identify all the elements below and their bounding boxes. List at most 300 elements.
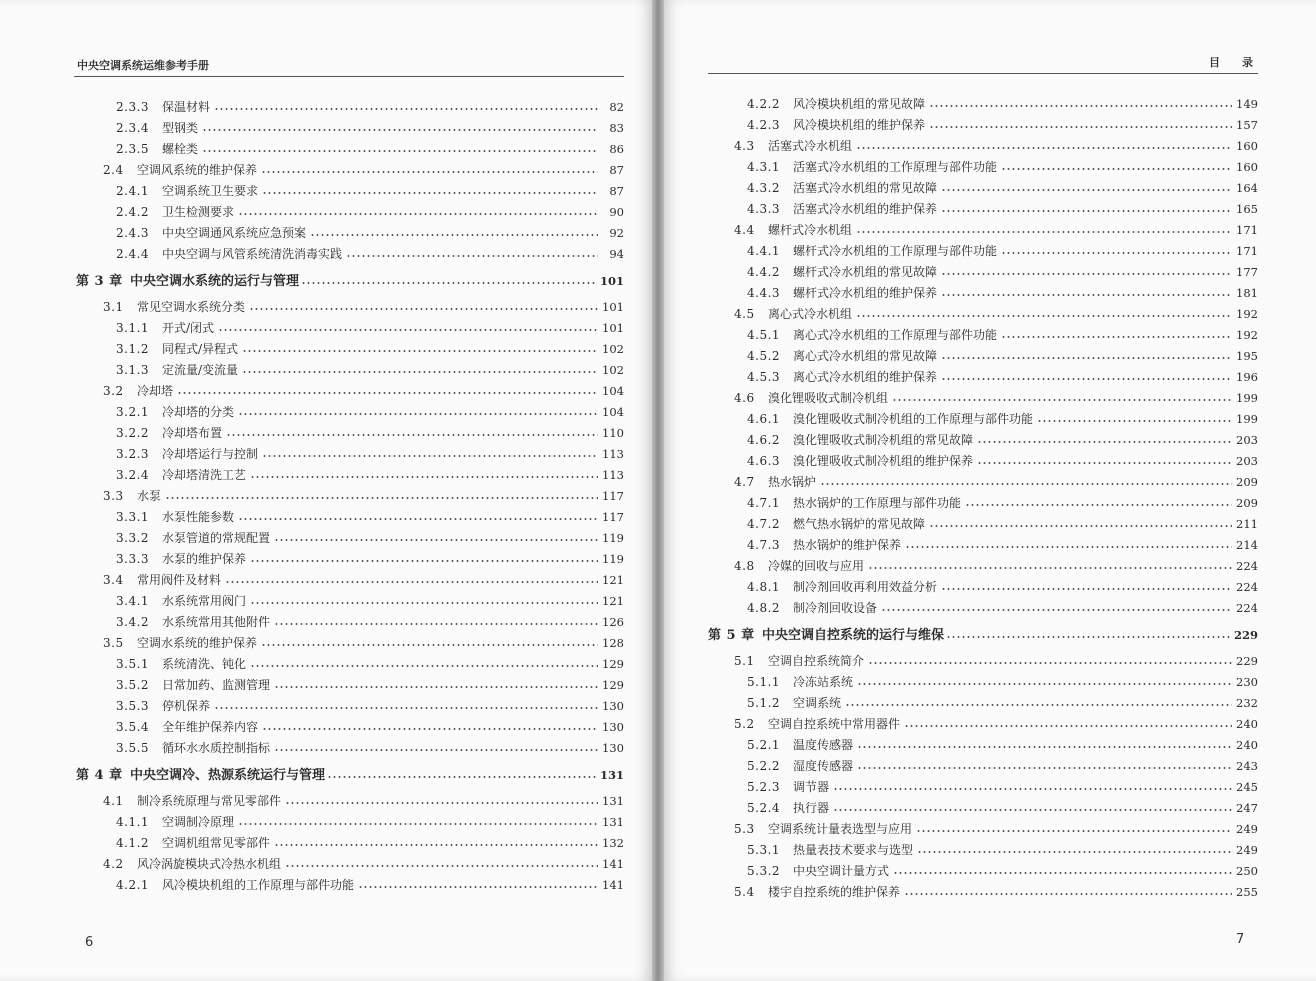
toc-entry-title: 中央空调与风管系统清洗消毒实践 bbox=[162, 247, 343, 261]
dot-leader bbox=[856, 315, 1232, 317]
toc-entry-title: 溴化锂吸收式制冷机组的常见故障 bbox=[793, 433, 974, 447]
toc-entry bbox=[734, 306, 1258, 322]
toc-entry-number: 5.2.4 bbox=[747, 801, 781, 815]
toc-entry-title: 活塞式冷水机组的常见故障 bbox=[793, 181, 938, 195]
toc-entry-page: 130 bbox=[602, 699, 624, 713]
dot-leader bbox=[274, 686, 598, 688]
toc-entry-number: 2.4.3 bbox=[116, 226, 150, 240]
dot-leader bbox=[857, 767, 1232, 769]
toc-entry-title: 热水锅炉的工作原理与部件功能 bbox=[793, 496, 962, 510]
toc-entry-number: 2.4.2 bbox=[116, 205, 150, 219]
toc-entry bbox=[747, 537, 1258, 553]
toc-entry-page: 195 bbox=[1236, 349, 1258, 363]
toc-entry-page: 90 bbox=[609, 205, 624, 219]
toc-entry-number: 3.1.2 bbox=[116, 342, 150, 356]
toc-entry-page: 249 bbox=[1236, 843, 1258, 857]
toc-entry-number: 2.3.5 bbox=[116, 142, 150, 156]
toc-entry-number: 第 5 章 bbox=[708, 628, 755, 643]
toc-entry-number: 4.6.1 bbox=[747, 412, 781, 426]
toc-entry-number: 4.7.3 bbox=[747, 538, 781, 552]
toc-entry-number: 3.2.4 bbox=[116, 468, 150, 482]
toc-entry-number: 3.2 bbox=[103, 384, 124, 398]
dot-leader bbox=[833, 788, 1232, 790]
toc-entry-title: 风冷模块机组的工作原理与部件功能 bbox=[162, 878, 355, 892]
toc-entry-title: 冷却塔 bbox=[137, 384, 174, 398]
toc-entry-page: 177 bbox=[1236, 265, 1258, 279]
dot-leader bbox=[301, 282, 596, 284]
toc-entry-page: 101 bbox=[602, 321, 624, 335]
toc-entry-title: 空调系统计量表选型与应用 bbox=[768, 822, 913, 836]
toc-entry bbox=[747, 369, 1258, 385]
toc-entry-page: 157 bbox=[1236, 118, 1258, 132]
toc-entry bbox=[747, 432, 1258, 448]
toc-entry-title: 水泵管道的常规配置 bbox=[162, 531, 271, 545]
dot-leader bbox=[856, 147, 1232, 149]
toc-entry-page: 131 bbox=[602, 815, 624, 829]
dot-leader bbox=[274, 749, 598, 751]
toc-entry-title: 螺杆式冷水机组 bbox=[768, 223, 853, 237]
dot-leader bbox=[274, 539, 598, 541]
toc-entry-number: 4.2 bbox=[103, 857, 124, 871]
dot-leader bbox=[261, 644, 598, 646]
toc-entry bbox=[747, 327, 1258, 343]
dot-leader bbox=[250, 560, 598, 562]
toc-entry-number: 4.3.1 bbox=[747, 160, 781, 174]
toc-entry-number: 4.6.3 bbox=[747, 454, 781, 468]
toc-entry bbox=[747, 411, 1258, 427]
toc-entry-page: 101 bbox=[599, 274, 624, 288]
toc-entry-number: 2.4.4 bbox=[116, 247, 150, 261]
toc-entry-page: 121 bbox=[602, 573, 624, 587]
toc-entry-title: 中央空调冷、热源系统运行与管理 bbox=[130, 768, 326, 783]
toc-entry-number: 5.1.1 bbox=[747, 675, 781, 689]
toc-entry-number: 3.2.3 bbox=[116, 447, 150, 461]
toc-entry bbox=[116, 341, 624, 357]
dot-leader bbox=[941, 378, 1232, 380]
toc-entry-page: 224 bbox=[1236, 559, 1258, 573]
toc-entry bbox=[116, 183, 624, 199]
toc-entry-page: 129 bbox=[602, 678, 624, 692]
toc-entry-page: 141 bbox=[602, 857, 624, 871]
toc-entry-number: 2.4 bbox=[103, 163, 124, 177]
toc-entry-number: 4.6.2 bbox=[747, 433, 781, 447]
toc-entry-page: 87 bbox=[609, 184, 624, 198]
toc-entry-number: 4.7 bbox=[734, 475, 755, 489]
dot-leader bbox=[249, 308, 598, 310]
toc-entry-page: 119 bbox=[602, 552, 624, 566]
toc-entry bbox=[734, 474, 1258, 490]
toc-entry-page: 94 bbox=[609, 247, 624, 261]
toc-chapter-entry bbox=[76, 767, 624, 783]
toc-entry-title: 离心式冷水机组的工作原理与部件功能 bbox=[793, 328, 998, 342]
toc-entry-number: 4.5.2 bbox=[747, 349, 781, 363]
toc-entry-title: 执行器 bbox=[793, 801, 830, 815]
toc-entry-page: 131 bbox=[602, 794, 624, 808]
toc-entry bbox=[747, 758, 1258, 774]
toc-entry-page: 229 bbox=[1233, 628, 1258, 642]
dot-leader bbox=[1001, 252, 1232, 254]
toc-entry-title: 温度传感器 bbox=[793, 738, 854, 752]
toc-entry-title: 制冷剂回收再利用效益分析 bbox=[793, 580, 938, 594]
toc-entry-page: 104 bbox=[602, 384, 624, 398]
toc-entry-title: 系统清洗、钝化 bbox=[162, 657, 247, 671]
toc-entry-title: 螺栓类 bbox=[162, 142, 199, 156]
dot-leader bbox=[820, 483, 1232, 485]
toc-entry-page: 130 bbox=[602, 720, 624, 734]
toc-entry-number: 4.8.2 bbox=[747, 601, 781, 615]
toc-entry-number: 3.4.2 bbox=[116, 615, 150, 629]
dot-leader bbox=[857, 746, 1232, 748]
toc-entry bbox=[747, 264, 1258, 280]
toc-entry bbox=[116, 698, 624, 714]
dot-leader bbox=[892, 399, 1232, 401]
toc-entry-number: 3.5 bbox=[103, 636, 124, 650]
toc-entry bbox=[747, 159, 1258, 175]
toc-entry-title: 水系统常用阀门 bbox=[162, 594, 247, 608]
dot-leader bbox=[177, 392, 598, 394]
toc-entry-page: 83 bbox=[609, 121, 624, 135]
dot-leader bbox=[250, 602, 598, 604]
toc-entry-title: 水泵 bbox=[137, 489, 162, 503]
toc-entry-title: 活塞式冷水机组 bbox=[768, 139, 853, 153]
toc-entry-number: 3.3 bbox=[103, 489, 124, 503]
dot-leader bbox=[904, 725, 1232, 727]
toc-entry-page: 101 bbox=[602, 300, 624, 314]
toc-entry-title: 热量表技术要求与选型 bbox=[793, 843, 914, 857]
toc-entry-page: 165 bbox=[1236, 202, 1258, 216]
page-number: 7 bbox=[1236, 932, 1245, 947]
toc-entry-title: 空调自控系统中常用器件 bbox=[768, 717, 901, 731]
toc-entry-number: 3.1 bbox=[103, 300, 124, 314]
toc-entry-number: 3.1.3 bbox=[116, 363, 150, 377]
toc-entry-title: 空调系统 bbox=[793, 696, 842, 710]
toc-entry bbox=[747, 348, 1258, 364]
toc-entry-title: 中央空调通风系统应急预案 bbox=[162, 226, 307, 240]
toc-entry-number: 3.5.4 bbox=[116, 720, 150, 734]
toc-entry-page: 196 bbox=[1236, 370, 1258, 384]
toc-entry-page: 117 bbox=[602, 489, 624, 503]
toc-entry bbox=[116, 677, 624, 693]
toc-entry-title: 制冷系统原理与常见零部件 bbox=[137, 794, 282, 808]
toc-entry-page: 87 bbox=[609, 163, 624, 177]
toc-entry-number: 5.2.3 bbox=[747, 780, 781, 794]
toc-entry-title: 停机保养 bbox=[162, 699, 211, 713]
toc-entry-page: 209 bbox=[1236, 496, 1258, 510]
toc-entry-number: 3.3.1 bbox=[116, 510, 150, 524]
dot-leader bbox=[346, 255, 598, 257]
toc-entry bbox=[747, 800, 1258, 816]
toc-entry-number: 4.4.1 bbox=[747, 244, 781, 258]
dot-leader bbox=[238, 823, 598, 825]
toc-entry-page: 149 bbox=[1236, 97, 1258, 111]
dot-leader bbox=[242, 350, 598, 352]
toc-entry-title: 中央空调水系统的运行与管理 bbox=[130, 274, 300, 289]
toc-entry bbox=[116, 320, 624, 336]
toc-entry-title: 常用阀件及材料 bbox=[137, 573, 222, 587]
toc-entry bbox=[103, 793, 624, 809]
toc-entry-title: 活塞式冷水机组的维护保养 bbox=[793, 202, 938, 216]
dot-leader bbox=[917, 851, 1232, 853]
toc-entry bbox=[116, 509, 624, 525]
toc-entry bbox=[747, 737, 1258, 753]
toc-entry bbox=[747, 180, 1258, 196]
dot-leader bbox=[905, 546, 1232, 548]
dot-leader bbox=[250, 476, 598, 478]
toc-entry-title: 空调风系统的维护保养 bbox=[137, 163, 258, 177]
toc-entry-title: 空调系统卫生要求 bbox=[162, 184, 259, 198]
toc-entry-title: 水泵性能参数 bbox=[162, 510, 235, 524]
toc-entry-page: 240 bbox=[1236, 738, 1258, 752]
toc-entry bbox=[747, 579, 1258, 595]
toc-entry-number: 3.3.2 bbox=[116, 531, 150, 545]
toc-entry-number: 3.3.3 bbox=[116, 552, 150, 566]
dot-leader bbox=[238, 213, 598, 215]
toc-entry-number: 4.5.1 bbox=[747, 328, 781, 342]
toc-entry-page: 224 bbox=[1236, 601, 1258, 615]
toc-entry-page: 130 bbox=[602, 741, 624, 755]
toc-entry-page: 229 bbox=[1236, 654, 1258, 668]
toc-entry-number: 4.4.3 bbox=[747, 286, 781, 300]
book-gutter bbox=[652, 0, 664, 981]
toc-entry-page: 164 bbox=[1236, 181, 1258, 195]
toc-entry-title: 水泵的维护保养 bbox=[162, 552, 247, 566]
dot-leader bbox=[929, 105, 1232, 107]
dot-leader bbox=[881, 609, 1232, 611]
header-rule bbox=[708, 73, 1258, 74]
toc-entry bbox=[103, 383, 624, 399]
toc-entry-page: 224 bbox=[1236, 580, 1258, 594]
toc-entry bbox=[747, 96, 1258, 112]
dot-leader bbox=[941, 189, 1232, 191]
toc-entry-title: 热水锅炉的维护保养 bbox=[793, 538, 902, 552]
toc-entry-page: 171 bbox=[1236, 223, 1258, 237]
toc-entry-page: 199 bbox=[1236, 391, 1258, 405]
dot-leader bbox=[238, 518, 598, 520]
toc-entry bbox=[103, 856, 624, 872]
toc-entry bbox=[116, 446, 624, 462]
toc-entry-number: 5.3.1 bbox=[747, 843, 781, 857]
toc-entry-title: 热水锅炉 bbox=[768, 475, 817, 489]
toc-entry-number: 3.5.5 bbox=[116, 741, 150, 755]
toc-entry bbox=[747, 285, 1258, 301]
dot-leader bbox=[946, 636, 1230, 638]
dot-leader bbox=[868, 662, 1232, 664]
toc-entry-title: 循环水水质控制指标 bbox=[162, 741, 271, 755]
toc-entry-number: 4.1 bbox=[103, 794, 124, 808]
dot-leader bbox=[1001, 168, 1232, 170]
toc-entry bbox=[116, 99, 624, 115]
dot-leader bbox=[1001, 336, 1232, 338]
dot-leader bbox=[833, 809, 1232, 811]
right-page bbox=[664, 0, 1316, 981]
toc-entry-page: 192 bbox=[1236, 328, 1258, 342]
dot-leader bbox=[868, 567, 1232, 569]
toc-entry-title: 冷冻站系统 bbox=[793, 675, 854, 689]
toc-entry-number: 4.7.2 bbox=[747, 517, 781, 531]
toc-entry-page: 113 bbox=[602, 447, 624, 461]
toc-entry-page: 209 bbox=[1236, 475, 1258, 489]
header-rule bbox=[74, 76, 624, 77]
toc-entry bbox=[747, 863, 1258, 879]
toc-entry-number: 4.5.3 bbox=[747, 370, 781, 384]
toc-entry-number: 5.1 bbox=[734, 654, 755, 668]
toc-entry bbox=[747, 243, 1258, 259]
toc-entry-title: 溴化锂吸收式制冷机组的工作原理与部件功能 bbox=[793, 412, 1034, 426]
toc-entry-title: 保温材料 bbox=[162, 100, 211, 114]
toc-entry-number: 3.4.1 bbox=[116, 594, 150, 608]
toc-entry-number: 5.3 bbox=[734, 822, 755, 836]
toc-entry-title: 螺杆式冷水机组的维护保养 bbox=[793, 286, 938, 300]
toc-entry bbox=[734, 884, 1258, 900]
dot-leader bbox=[262, 192, 598, 194]
toc-entry-page: 131 bbox=[599, 768, 624, 782]
toc-chapter-entry bbox=[76, 273, 624, 289]
dot-leader bbox=[261, 171, 598, 173]
toc-entry-title: 螺杆式冷水机组的工作原理与部件功能 bbox=[793, 244, 998, 258]
dot-leader bbox=[262, 455, 598, 457]
toc-entry bbox=[116, 551, 624, 567]
toc-entry-title: 风冷模块机组的维护保养 bbox=[793, 118, 926, 132]
toc-entry bbox=[116, 740, 624, 756]
toc-entry-page: 119 bbox=[602, 531, 624, 545]
dot-leader bbox=[226, 434, 598, 436]
toc-entry-number: 2.3.4 bbox=[116, 121, 150, 135]
toc-entry-number: 5.2 bbox=[734, 717, 755, 731]
toc-entry-title: 活塞式冷水机组的工作原理与部件功能 bbox=[793, 160, 998, 174]
toc-entry bbox=[116, 120, 624, 136]
toc-entry-title: 溴化锂吸收式制冷机组的维护保养 bbox=[793, 454, 974, 468]
toc-entry bbox=[734, 138, 1258, 154]
toc-entry bbox=[747, 453, 1258, 469]
toc-entry-number: 4.5 bbox=[734, 307, 755, 321]
dot-leader bbox=[250, 665, 598, 667]
toc-entry-page: 141 bbox=[602, 878, 624, 892]
toc-entry-number: 5.4 bbox=[734, 885, 755, 899]
dot-leader bbox=[218, 329, 598, 331]
dot-leader bbox=[941, 210, 1232, 212]
toc-entry bbox=[734, 821, 1258, 837]
toc-entry-page: 102 bbox=[602, 363, 624, 377]
toc-entry-title: 离心式冷水机组的常见故障 bbox=[793, 349, 938, 363]
toc-entry bbox=[116, 362, 624, 378]
dot-leader bbox=[856, 231, 1232, 233]
toc-entry-page: 250 bbox=[1236, 864, 1258, 878]
toc-entry bbox=[116, 656, 624, 672]
toc-entry-page: 132 bbox=[602, 836, 624, 850]
dot-leader bbox=[916, 830, 1232, 832]
toc-entry-page: 230 bbox=[1236, 675, 1258, 689]
toc-entry bbox=[747, 695, 1258, 711]
toc-entry-number: 5.2.2 bbox=[747, 759, 781, 773]
toc-entry bbox=[747, 201, 1258, 217]
page-number: 6 bbox=[85, 935, 94, 950]
dot-leader bbox=[929, 525, 1232, 527]
toc-entry-page: 243 bbox=[1236, 759, 1258, 773]
toc-entry-title: 定流量/变流量 bbox=[162, 363, 239, 377]
toc-entry-number: 4.1.2 bbox=[116, 836, 150, 850]
dot-leader bbox=[202, 129, 598, 131]
toc-entry-number: 3.2.1 bbox=[116, 405, 150, 419]
toc-entry-page: 160 bbox=[1236, 139, 1258, 153]
toc-entry bbox=[747, 495, 1258, 511]
toc-entry-page: 203 bbox=[1236, 433, 1258, 447]
toc-entry-page: 160 bbox=[1236, 160, 1258, 174]
toc-entry-number: 4.6 bbox=[734, 391, 755, 405]
dot-leader bbox=[893, 872, 1232, 874]
toc-entry-title: 同程式/异程式 bbox=[162, 342, 239, 356]
toc-entry-title: 湿度传感器 bbox=[793, 759, 854, 773]
toc-entry-page: 192 bbox=[1236, 307, 1258, 321]
toc-entry-page: 247 bbox=[1236, 801, 1258, 815]
toc-entry-page: 199 bbox=[1236, 412, 1258, 426]
toc-entry-number: 4.2.2 bbox=[747, 97, 781, 111]
toc-entry-title: 离心式冷水机组 bbox=[768, 307, 853, 321]
toc-entry bbox=[747, 117, 1258, 133]
toc-entry bbox=[747, 516, 1258, 532]
toc-entry-number: 2.3.3 bbox=[116, 100, 150, 114]
toc-entry-page: 203 bbox=[1236, 454, 1258, 468]
toc-entry-page: 113 bbox=[602, 468, 624, 482]
toc-entry-page: 255 bbox=[1236, 885, 1258, 899]
toc-entry-title: 溴化锂吸收式制冷机组 bbox=[768, 391, 889, 405]
toc-entry-page: 249 bbox=[1236, 822, 1258, 836]
toc-entry bbox=[734, 390, 1258, 406]
toc-entry-page: 128 bbox=[602, 636, 624, 650]
toc-entry-page: 110 bbox=[602, 426, 624, 440]
toc-entry bbox=[747, 674, 1258, 690]
dot-leader bbox=[327, 776, 596, 778]
dot-leader bbox=[214, 108, 598, 110]
toc-entry-title: 风冷涡旋模块式冷热水机组 bbox=[137, 857, 282, 871]
dot-leader bbox=[310, 234, 598, 236]
left-page bbox=[0, 0, 652, 981]
toc-entry-title: 冷却塔的分类 bbox=[162, 405, 235, 419]
dot-leader bbox=[1037, 420, 1232, 422]
toc-entry-number: 5.2.1 bbox=[747, 738, 781, 752]
toc-entry bbox=[116, 425, 624, 441]
toc-entry-number: 4.4 bbox=[734, 223, 755, 237]
toc-entry-number: 4.3.2 bbox=[747, 181, 781, 195]
dot-leader bbox=[238, 413, 598, 415]
dot-leader bbox=[845, 704, 1232, 706]
toc-entry bbox=[103, 162, 624, 178]
toc-entry-title: 日常加药、监测管理 bbox=[162, 678, 271, 692]
toc-entry-title: 离心式冷水机组的维护保养 bbox=[793, 370, 938, 384]
toc-entry bbox=[116, 141, 624, 157]
toc-entry-page: 82 bbox=[609, 100, 624, 114]
dot-leader bbox=[214, 707, 598, 709]
toc-entry bbox=[103, 488, 624, 504]
toc-entry-page: 117 bbox=[602, 510, 624, 524]
toc-entry bbox=[747, 842, 1258, 858]
toc-entry-page: 232 bbox=[1236, 696, 1258, 710]
dot-leader bbox=[285, 802, 598, 804]
dot-leader bbox=[904, 893, 1232, 895]
toc-entry-number: 4.8 bbox=[734, 559, 755, 573]
toc-entry-title: 空调水系统的维护保养 bbox=[137, 636, 258, 650]
toc-entry-title: 空调自控系统简介 bbox=[768, 654, 865, 668]
toc-entry-title: 冷却塔清洗工艺 bbox=[162, 468, 247, 482]
toc-entry bbox=[747, 600, 1258, 616]
toc-entry-number: 2.4.1 bbox=[116, 184, 150, 198]
dot-leader bbox=[977, 462, 1232, 464]
toc-entry bbox=[734, 558, 1258, 574]
toc-entry-number: 3.5.2 bbox=[116, 678, 150, 692]
toc-entry-page: 181 bbox=[1236, 286, 1258, 300]
dot-leader bbox=[225, 581, 598, 583]
toc-entry-page: 126 bbox=[602, 615, 624, 629]
toc-entry-page: 211 bbox=[1236, 517, 1258, 531]
